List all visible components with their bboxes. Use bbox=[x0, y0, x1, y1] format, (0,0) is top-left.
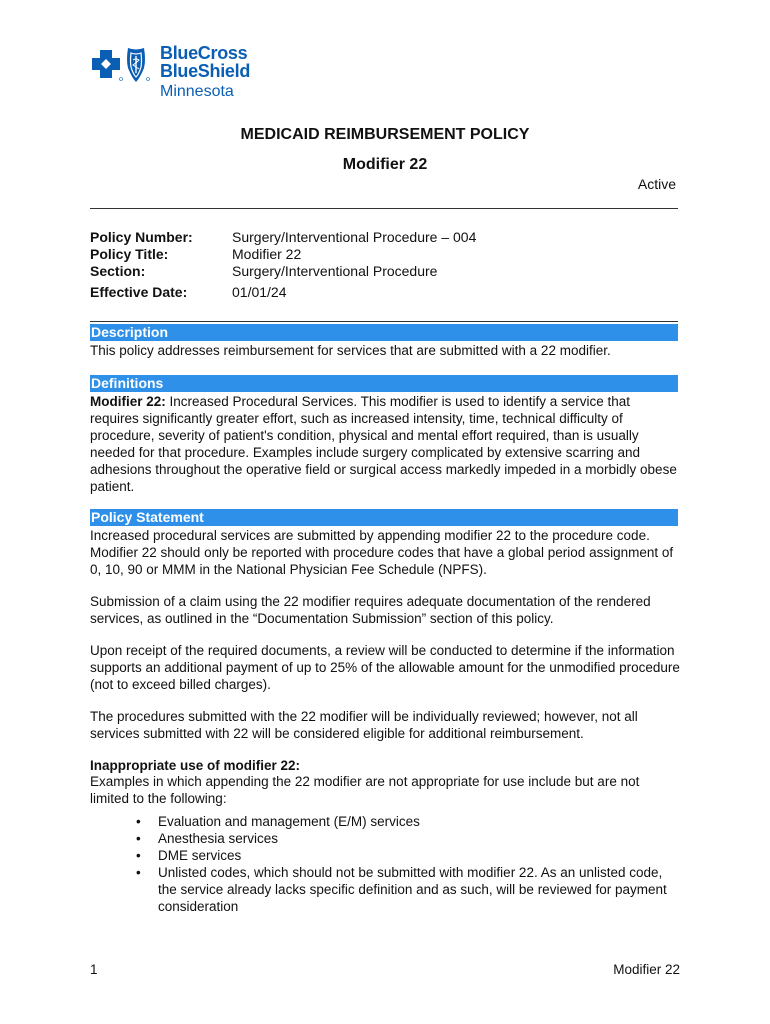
section-heading-description: Description bbox=[90, 324, 678, 341]
policy-paragraph-4: The procedures submitted with the 22 modifier will be individually reviewed; however, not all services submitted with 22 will be considered eligible for additional reimbursement. bbox=[90, 709, 638, 741]
meta-row-section bbox=[90, 263, 678, 280]
list-item: • Evaluation and management (E/M) services bbox=[136, 813, 680, 830]
definition-term: Modifier 22: bbox=[90, 394, 166, 409]
list-item: • Anesthesia services bbox=[136, 830, 680, 847]
logo-line-2: BlueShield bbox=[160, 61, 251, 81]
document-subtitle: Modifier 22 bbox=[342, 156, 428, 173]
policy-meta bbox=[90, 229, 678, 301]
meta-label: Policy Title: bbox=[90, 246, 169, 262]
meta-label: Section: bbox=[90, 263, 146, 279]
footer-document-name: Modifier 22 bbox=[613, 962, 680, 977]
inappropriate-use-intro: Examples in which appending the 22 modifier are not appropriate for use include but are not limited to the following: bbox=[90, 774, 640, 806]
header-divider bbox=[90, 208, 678, 209]
list-item: • DME services bbox=[136, 847, 680, 864]
definitions-text bbox=[90, 393, 680, 495]
policy-paragraph-3: Upon receipt of the required documents, a review will be conducted to determine if the information supports an additional payment of up to 25% of the allowable amount for the unmodified procedure (not to exceed billed charges). bbox=[90, 643, 680, 692]
list-item: • Unlisted codes, which should not be submitted with modifier 22. As an unlisted code, the service already lacks specific definition and as such, will be reviewed for payment consideration bbox=[136, 864, 680, 915]
inappropriate-use-heading: Inappropriate use of modifier 22: bbox=[90, 758, 301, 773]
document-title: MEDICAID REIMBURSEMENT POLICY bbox=[240, 126, 530, 143]
logo-state: Minnesota bbox=[160, 83, 234, 100]
definition-body: Increased Procedural Services. This modifier is used to identify a service that requires significantly greater effort, such as increased intensity, time, technical difficulty of procedure, severity of patient's condition, physical and mental effort required, than is usually needed for that procedure. Examples include surgery complicated by extensive scarring and adhesions throughout the operative field or surgical access markedly impeded in a morbidly obese patient. bbox=[90, 394, 677, 494]
meta-row-effective-date bbox=[90, 284, 678, 301]
meta-value: Surgery/Interventional Procedure bbox=[232, 263, 438, 279]
meta-value: Modifier 22 bbox=[232, 246, 302, 262]
meta-value: 01/01/24 bbox=[232, 284, 287, 300]
meta-value: Surgery/Interventional Procedure – 004 bbox=[232, 229, 477, 245]
section-heading-policy-statement: Policy Statement bbox=[90, 509, 678, 526]
description-text: This policy addresses reimbursement for services that are submitted with a 22 modifier. bbox=[90, 343, 611, 358]
page-number: 1 bbox=[90, 962, 98, 977]
meta-row-policy-title bbox=[90, 246, 678, 263]
bcbs-logo bbox=[90, 44, 290, 108]
meta-label: Effective Date: bbox=[90, 284, 188, 300]
meta-row-policy-number bbox=[90, 229, 678, 246]
policy-paragraph-2: Submission of a claim using the 22 modifier requires adequate documentation of the rendered services, as outlined in the “Documentation Submission” section of this policy. bbox=[90, 594, 651, 626]
section-heading-definitions: Definitions bbox=[90, 375, 678, 392]
logo-line-1: BlueCross bbox=[160, 43, 248, 63]
policy-status: Active bbox=[637, 176, 676, 192]
meta-divider bbox=[90, 321, 678, 322]
inappropriate-use-list bbox=[136, 813, 680, 915]
meta-label: Policy Number: bbox=[90, 229, 193, 245]
policy-paragraph-1: Increased procedural services are submitted by appending modifier 22 to the procedure code. Modifier 22 should only be reported with procedure codes that have a global period assignment of 0, 10, 90 or MMM in the National Physician Fee Schedule (NPFS). bbox=[90, 528, 674, 577]
cross-shield-icon bbox=[90, 46, 158, 86]
